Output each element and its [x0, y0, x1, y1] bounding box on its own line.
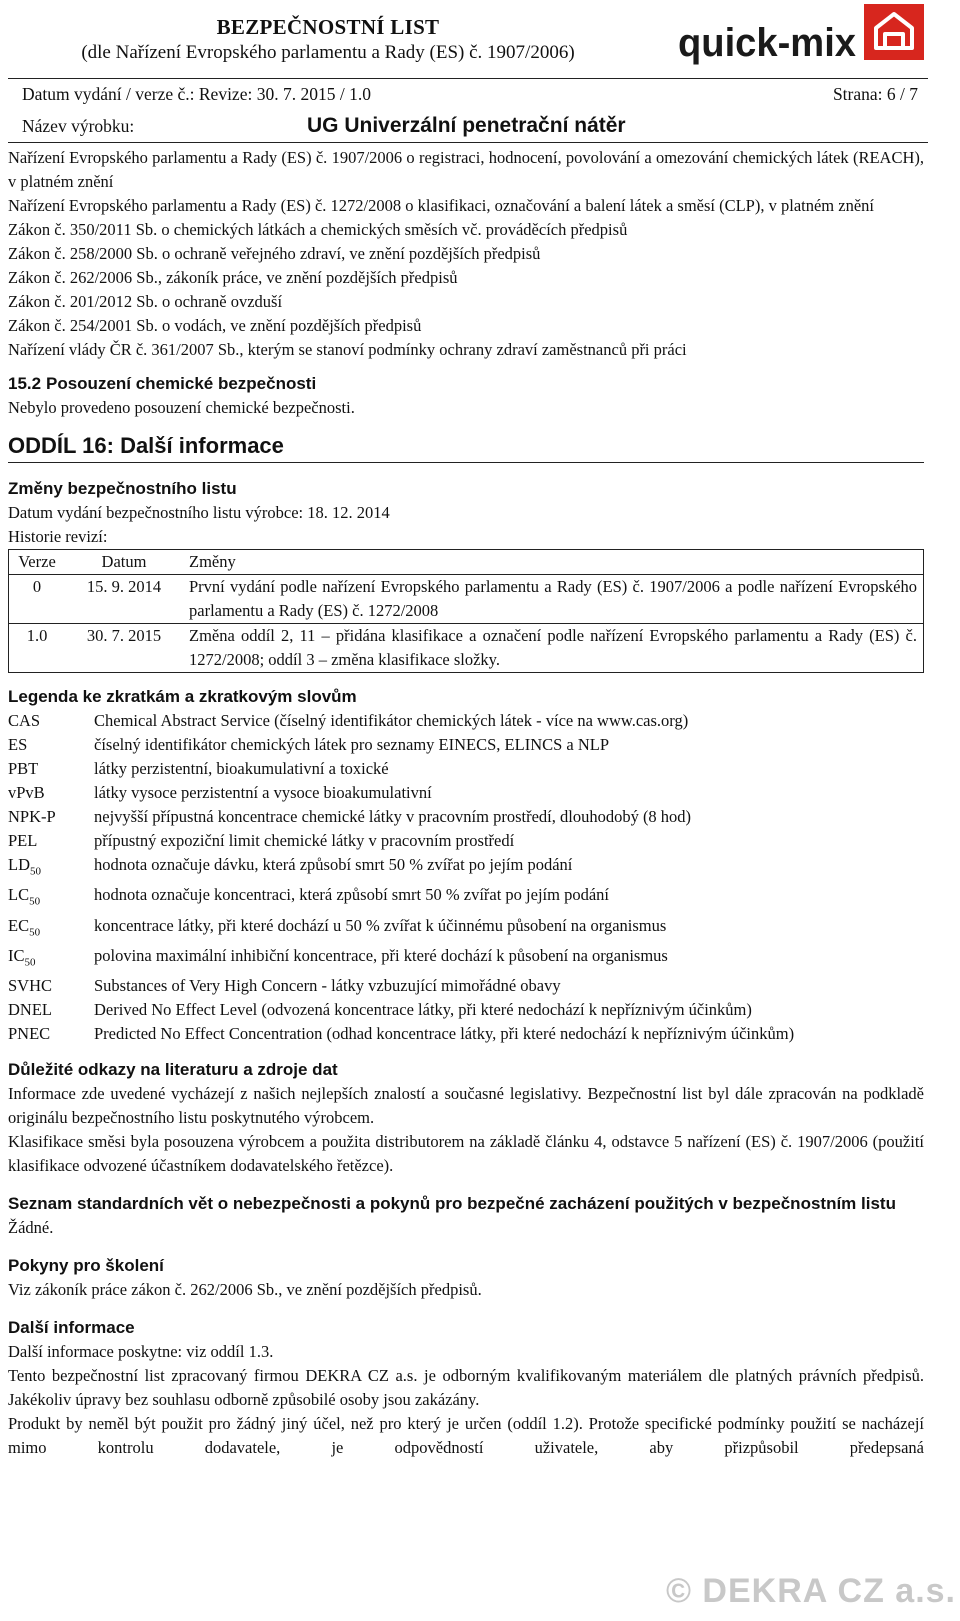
revision-table [8, 549, 924, 673]
abbreviation-key [8, 805, 94, 829]
references-text: Informace zde uvedené vycházejí z našich nejlepších znalostí a současné legislativy. Bezpečnostní list byl dále zpracován na podkladě originálu bezpečnostního listu poskytnutého výrobcem. [8, 1084, 924, 1128]
abbreviation-key-text: LD [8, 855, 30, 874]
abbreviation-description: Predicted No Effect Concentration (odhad koncentrace látky, při které nedochází k nepříznivým účinkům) [94, 1024, 795, 1044]
training-text: Viz zákoník práce zákon č. 262/2006 Sb., ve znění pozdějších předpisů. [8, 1280, 482, 1300]
abbreviation-key-text: PNEC [8, 1024, 51, 1044]
abbreviation-subscript: 50 [29, 925, 41, 938]
abbreviation-row [8, 914, 924, 944]
revision-version: 0 [9, 575, 66, 624]
abbreviation-key [8, 853, 94, 883]
other-info-text: Produkt by neměl být použit pro žádný jiný účel, než pro který je určen (oddíl 1.2). Protože specifické podmínky použití se nacházejí mimo kontrolu dodavatele, je odpovědností uživatele, aby přizpůsobil předepsaná [8, 1414, 924, 1458]
abbreviation-row [8, 805, 924, 829]
other-info-text: Tento bezpečnostní list zpracovaný firmou DEKRA CZ a.s. je odborným kvalifikovaným materiálem dle platných právních předpisů. Jakékoliv úpravy bez souhlasu odborně způsobilé osoby jsou zakázány. [8, 1366, 924, 1410]
abbreviation-description: látky perzistentní, bioakumulativní a toxické [94, 759, 389, 778]
column-header: Datum [65, 550, 183, 575]
abbreviation-row [8, 998, 924, 1022]
abbreviation-key [8, 1022, 94, 1046]
abbreviation-key-text: CAS [8, 711, 41, 730]
document-content [8, 146, 924, 1460]
abbreviation-row [8, 709, 924, 733]
legislation-item: Zákon č. 254/2001 Sb. o vodách, ve znění pozdějších předpisů [8, 316, 422, 335]
document-subtitle: (dle Nařízení Evropského parlamentu a Rady (ES) č. 1907/2006) [81, 42, 575, 63]
header-title-block [8, 14, 648, 66]
phrases-text: Žádné. [8, 1218, 54, 1238]
abbreviation-description: hodnota označuje koncentraci, která způsobí smrt 50 % zvířat po jejím podání [94, 885, 610, 905]
abbreviation-subscript: 50 [29, 895, 41, 908]
revision-history-label: Historie revizí: [8, 527, 108, 546]
header-rule-top [8, 78, 928, 79]
revision-change: Změna oddíl 2, 11 – přidána klasifikace a označení podle nařízení Evropského parlamentu a Rady (ES) č. 1272/2008; oddíl 3 – změna klasifikace složky. [183, 624, 924, 673]
abbreviation-description: číselný identifikátor chemických látek pro seznamy EINECS, ELINCS a NLP [94, 735, 610, 754]
abbreviation-row [8, 944, 924, 974]
revision-version: 1.0 [9, 624, 66, 673]
abbreviation-key-text: DNEL [8, 1000, 52, 1020]
revision-date-cell: 15. 9. 2014 [65, 575, 183, 624]
header-rule-bottom [8, 142, 928, 143]
abbreviation-key [8, 914, 94, 944]
training-heading: Pokyny pro školení [8, 1256, 164, 1276]
table-row [9, 575, 924, 624]
column-header: Změny [183, 550, 924, 575]
abbreviation-row [8, 781, 924, 805]
abbreviation-key [8, 944, 94, 974]
logo-text: quick-mix [678, 21, 856, 65]
abbreviation-key-text: NPK-P [8, 807, 56, 826]
footer-copyright: © DEKRA CZ a.s. [665, 1572, 956, 1610]
legislation-item: Zákon č. 350/2011 Sb. o chemických látkách a chemických směsích vč. prováděcích předpisů [8, 220, 628, 239]
phrases-heading: Seznam standardních vět o nebezpečnosti a pokynů pro bezpečné zacházení použitých v bezpečnostním listu [8, 1194, 896, 1214]
section-number: 15.2 [8, 374, 42, 393]
abbreviation-description: Derived No Effect Level (odvozená koncentrace látky, při které nedochází k nepříznivým účinkům) [94, 1000, 752, 1020]
abbreviation-row [8, 829, 924, 853]
section-15-2-text: Nebylo provedeno posouzení chemické bezpečnosti. [8, 398, 355, 417]
abbreviation-key-text: PEL [8, 831, 38, 850]
section-title: Posouzení chemické bezpečnosti [46, 374, 317, 393]
abbreviation-key [8, 883, 94, 913]
abbreviation-description: látky vysoce perzistentní a vysoce bioakumulativní [94, 783, 432, 802]
abbreviation-key-text: EC [8, 915, 30, 935]
product-name: UG Univerzální penetrační nátěr [307, 114, 626, 137]
abbreviation-description: Substances of Very High Concern - látky vzbuzující mimořádné obavy [94, 976, 561, 996]
revision-change: První vydání podle nařízení Evropského parlamentu a Rady (ES) č. 1907/2006 a podle nařízení Evropského parlamentu a Rady (ES) č. 1272/2008 [183, 575, 924, 624]
product-label: Název výrobku: [22, 116, 135, 136]
abbreviation-row [8, 974, 924, 998]
abbreviation-row [8, 733, 924, 757]
legislation-item: Zákon č. 262/2006 Sb., zákoník práce, ve znění pozdějších předpisů [8, 268, 458, 287]
abbreviation-row [8, 1022, 924, 1046]
legislation-item: Nařízení vlády ČR č. 361/2007 Sb., kterým se stanoví podmínky ochrany zdraví zaměstnanců při práci [8, 340, 687, 359]
abbreviation-key-text: SVHC [8, 976, 53, 996]
legislation-item: Zákon č. 201/2012 Sb. o ochraně ovzduší [8, 292, 283, 311]
abbreviation-row [8, 853, 924, 883]
section-16-heading: ODDÍL 16: Další informace [8, 432, 924, 463]
abbreviation-description: hodnota označuje dávku, která způsobí smrt 50 % zvířat po jejím podání [94, 855, 573, 874]
revision-date-cell: 30. 7. 2015 [65, 624, 183, 673]
abbreviation-key [8, 757, 94, 781]
table-header-row [9, 550, 924, 575]
legislation-item: Zákon č. 258/2000 Sb. o ochraně veřejného zdraví, ve znění pozdějších předpisů [8, 244, 541, 263]
abbreviation-key [8, 998, 94, 1022]
column-header: Verze [9, 550, 66, 575]
abbreviation-key [8, 733, 94, 757]
abbreviation-subscript: 50 [30, 865, 41, 878]
abbreviation-key [8, 709, 94, 733]
abbreviation-key [8, 829, 94, 853]
references-heading: Důležité odkazy na literaturu a zdroje dat [8, 1060, 338, 1080]
abbreviation-key-text: IC [8, 945, 25, 965]
abbreviation-key-text: PBT [8, 759, 39, 778]
legislation-item: Nařízení Evropského parlamentu a Rady (ES) č. 1272/2008 o klasifikaci, označování a balení látek a směsí (CLP), v platném znění [8, 196, 874, 215]
legislation-item: Nařízení Evropského parlamentu a Rady (ES) č. 1907/2006 o registraci, hodnocení, povolování a omezování chemických látek (REACH), v platném znění [8, 148, 924, 191]
section-15-2-heading [8, 372, 924, 396]
changes-heading: Změny bezpečnostního listu [8, 479, 237, 498]
revision-date: Datum vydání / verze č.: Revize: 30. 7. 2015 / 1.0 [22, 84, 371, 104]
quick-mix-logo [676, 2, 936, 68]
abbreviation-key-text: LC [8, 885, 30, 905]
abbreviation-key-text: vPvB [8, 783, 45, 802]
abbreviation-row [8, 883, 924, 913]
abbreviation-description: Chemical Abstract Service (číselný identifikátor chemických látek - více na www.cas.org) [94, 711, 689, 730]
legend-heading: Legenda ke zkratkám a zkratkovým slovům [8, 687, 357, 706]
abbreviation-description: koncentrace látky, při které dochází u 50 % zvířat k účinnému působení na organismus [94, 915, 667, 935]
issue-date: Datum vydání bezpečnostního listu výrobce: 18. 12. 2014 [8, 503, 390, 522]
other-info-heading: Další informace [8, 1318, 135, 1338]
header-meta-row [22, 84, 918, 105]
table-row [9, 624, 924, 673]
abbreviation-key-text: ES [8, 735, 28, 754]
abbreviation-list [8, 709, 924, 1046]
other-info-text: Další informace poskytne: viz oddíl 1.3. [8, 1342, 274, 1362]
abbreviation-description: polovina maximální inhibiční koncentrace, při které dochází k působení na organismus [94, 945, 668, 965]
abbreviation-subscript: 50 [24, 956, 36, 969]
references-text: Klasifikace směsi byla posouzena výrobcem a použita distributorem na základě článku 4, odstavce 5 nařízení (ES) č. 1907/2006 (použití klasifikace odvozené účastníkem dodavatelského řetězce). [8, 1132, 924, 1176]
product-row [22, 114, 626, 137]
abbreviation-row [8, 757, 924, 781]
abbreviation-description: nejvyšší přípustná koncentrace chemické látky v pracovním prostředí, dlouhodobý (8 hod) [94, 807, 692, 826]
abbreviation-key [8, 974, 94, 998]
page-number: Strana: 6 / 7 [832, 84, 918, 104]
abbreviation-description: přípustný expoziční limit chemické látky v pracovním prostředí [94, 831, 515, 850]
abbreviation-key [8, 781, 94, 805]
document-title: BEZPEČNOSTNÍ LIST [216, 15, 440, 39]
